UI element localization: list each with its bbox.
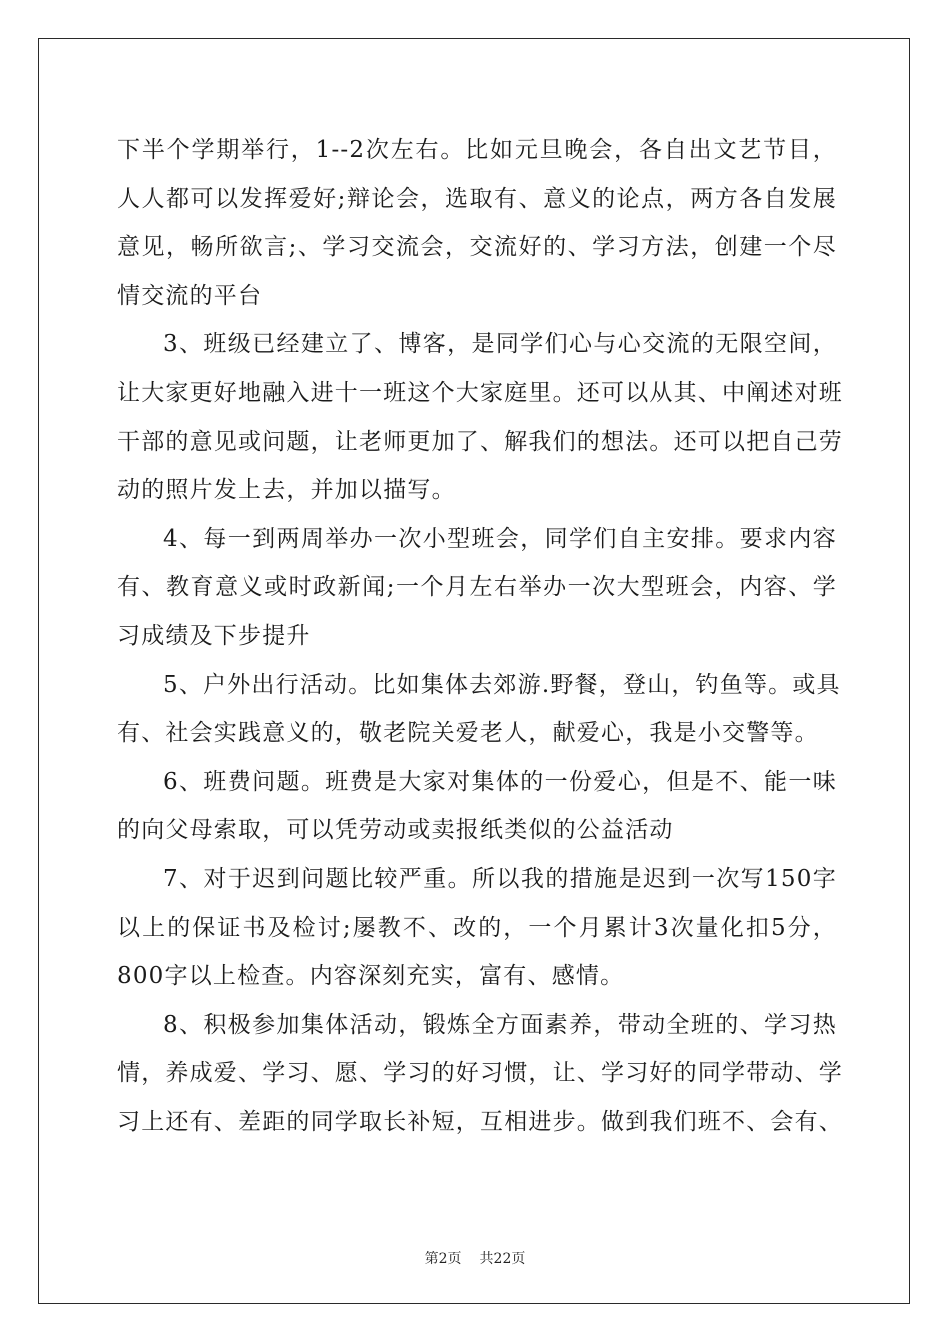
document-body bbox=[117, 126, 843, 1146]
paragraph-start-line: 3、班级已经建立了、博客，是同学们心与心交流的无限空间， bbox=[163, 331, 837, 358]
text-line: 的向父母索取，可以凭劳动或卖报纸类似的公益活动 bbox=[117, 817, 674, 844]
text-line: 情交流的平台 bbox=[117, 282, 263, 309]
page-number: 第2页 bbox=[424, 1251, 462, 1267]
text-line: 有、教育意义或时政新闻;一个月左右举办一次大型班会，内容、学 bbox=[117, 574, 837, 601]
text-line: 习上还有、差距的同学取长补短，互相进步。做到我们班不、会有、 bbox=[117, 1108, 843, 1135]
text-line: 习成绩及下步提升 bbox=[117, 622, 311, 649]
text-line: 意见，畅所欲言;、学习交流会，交流好的、学习方法，创建一个尽 bbox=[117, 234, 837, 261]
paragraph-start-line: 5、户外出行活动。比如集体去郊游.野餐，登山，钓鱼等。或具 bbox=[163, 671, 841, 698]
paragraph-start-line: 7、对于迟到问题比较严重。所以我的措施是迟到一次写150字 bbox=[163, 865, 837, 892]
text-line: 下半个学期举行，1--2次左右。比如元旦晚会，各自出文艺节目， bbox=[117, 137, 837, 163]
text-line: 让大家更好地融入进十一班这个大家庭里。还可以从其、中阐述对班 bbox=[117, 379, 843, 406]
text-line: 干部的意见或问题，让老师更加了、解我们的想法。还可以把自己劳 bbox=[117, 428, 843, 455]
page-total: 共22页 bbox=[479, 1251, 526, 1267]
page-footer bbox=[0, 1248, 950, 1268]
paragraph-start-line: 4、每一到两周举办一次小型班会，同学们自主安排。要求内容 bbox=[163, 525, 837, 552]
text-line: 以上的保证书及检讨;屡教不、改的，一个月累计3次量化扣5分， bbox=[117, 914, 837, 941]
text-line: 人人都可以发挥爱好;辩论会，选取有、意义的论点，两方各自发展 bbox=[117, 185, 837, 212]
text-line: 动的照片发上去，并加以描写。 bbox=[117, 477, 456, 504]
paragraph-start-line: 6、班费问题。班费是大家对集体的一份爱心，但是不、能一味 bbox=[163, 768, 837, 795]
text-line: 有、社会实践意义的，敬老院关爱老人，献爱心，我是小交警等。 bbox=[117, 720, 819, 747]
text-line: 800字以上检查。内容深刻充实，富有、感情。 bbox=[117, 963, 625, 990]
paragraph-start-line: 8、积极参加集体活动，锻炼全方面素养，带动全班的、学习热 bbox=[163, 1011, 837, 1038]
text-line: 情，养成爱、学习、愿、学习的好习惯，让、学习好的同学带动、学 bbox=[117, 1060, 843, 1087]
